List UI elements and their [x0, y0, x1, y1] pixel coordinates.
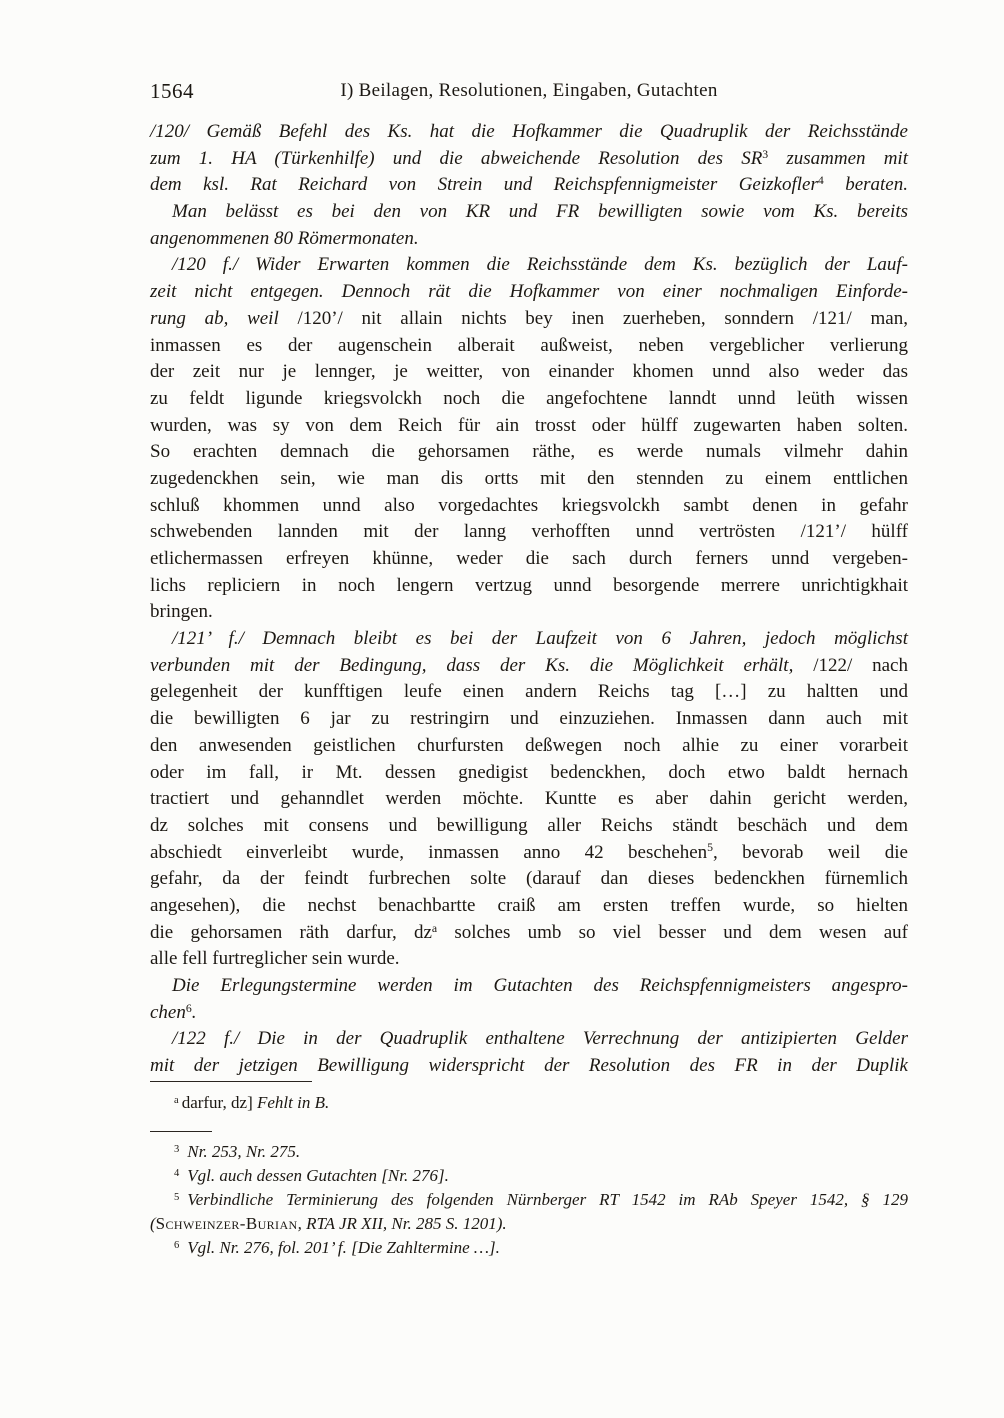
- superscript-note-mark: 5: [707, 841, 714, 855]
- body-text-line: [150, 866, 908, 893]
- text-segment: solches umb so viel besser und dem wesen auf: [437, 921, 908, 943]
- text-segment: dem ksl. Rat Reichard von Strein und Reichspfennigmeister Geizkofler: [150, 174, 818, 196]
- body-text-line: [150, 813, 908, 840]
- body-text-line: [150, 519, 908, 546]
- superscript-note-mark: 4: [817, 174, 824, 188]
- footnote-list: [150, 1140, 908, 1260]
- text-segment: Vgl. Nr. 276, fol. 201’ f. [Die Zahltermine …].: [187, 1238, 500, 1257]
- body-text-line: [150, 920, 908, 947]
- body-text-line: [150, 840, 908, 867]
- text-segment: die bewilligten 6 jar zu restringirn und einzuziehen. Inmassen dann auch mit: [150, 708, 908, 730]
- apparatus-note-line: [150, 1091, 908, 1115]
- footnote-line: [150, 1212, 908, 1236]
- footnote-separator-rule: [150, 1131, 212, 1132]
- body-text-line: [150, 653, 908, 680]
- body-text-line: [150, 1000, 908, 1027]
- page-header: [150, 78, 908, 106]
- text-segment: , bevorab weil die: [713, 841, 908, 863]
- text-segment: etlichermassen erfreyen khünne, weder die sach durch ferners unnd vergeben-: [150, 548, 908, 569]
- text-segment: zu feldt ligunde kriegsvolckh noch die angefochtene lanndt unnd leüth wissen: [150, 387, 908, 409]
- body-text-line: [150, 546, 908, 573]
- body-text-line: [150, 439, 908, 466]
- text-segment: lichs repliciern in noch lengern vertzug unnd besorgende merrere unrichtigkhait: [150, 574, 908, 596]
- text-segment: bringen.: [150, 601, 213, 623]
- body-text-line: [150, 733, 908, 760]
- body-text-line: [150, 1053, 908, 1080]
- body-text-line: [150, 706, 908, 733]
- body-text-line: [150, 573, 908, 600]
- footnote-area: [150, 1081, 908, 1260]
- text-segment: angenommenen 80 Römermonaten.: [150, 227, 419, 249]
- body-text-line: [150, 172, 908, 199]
- text-segment: verbunden mit der Bedingung, dass der Ks. die Möglichkeit erhält,: [150, 654, 814, 676]
- text-segment: So erachten demnach die gehorsamen räthe, es werde numals vilmehr dahin: [150, 441, 908, 463]
- text-segment: RTA JR XII, Nr. 285 S. 1201).: [306, 1214, 507, 1233]
- superscript-note-mark: 3: [174, 1143, 180, 1155]
- text-segment: /121’ f./ Demnach bleibt es bei der Laufzeit von 6 Jahren, jedoch möglichst: [172, 628, 908, 650]
- text-segment: /120’/ nit allain nichts bey inen zuerheben, sonndern /121/ man,: [297, 307, 908, 329]
- text-segment: mit der jetzigen Bewilligung widerspricht der Resolution des FR in der Duplik: [150, 1055, 908, 1077]
- text-segment: rung ab, weil: [150, 307, 298, 329]
- text-segment: der zeit nur je lennger, je weitter, von einander khomen unnd also weder das: [150, 361, 908, 383]
- body-text-line: [150, 119, 908, 146]
- text-segment: oder im fall, ir Mt. dessen gnedigist bedenckhen, doch etwo baldt hernach: [150, 761, 908, 783]
- text-segment: darfur, dz]: [181, 1093, 257, 1112]
- text-segment: chen: [150, 1001, 186, 1023]
- text-segment: (: [150, 1214, 156, 1233]
- text-segment: dz solches mit consens und bewilligung aller Reichs ständt beschäch und dem: [150, 814, 908, 836]
- body-text-line: [150, 413, 908, 440]
- body-text-line: [150, 466, 908, 493]
- text-segment: beraten.: [823, 174, 908, 196]
- text-segment: /120 f./ Wider Erwarten kommen die Reichsstände dem Ks. bezüglich der Lauf-: [172, 254, 908, 276]
- text-segment: tractiert und gehanndlet werden möchte. Kuntte es aber dahin gericht werden,: [150, 788, 908, 810]
- apparatus-separator-rule: [150, 1081, 312, 1082]
- text-segment: zusammen mit: [768, 147, 908, 169]
- main-text-block: [150, 119, 908, 1080]
- footnote-line: [150, 1188, 908, 1212]
- superscript-note-mark: 6: [185, 1001, 192, 1015]
- superscript-note-mark: 5: [174, 1191, 180, 1203]
- text-segment: wurden, was sy von dem Reich für ain trosst oder hülff zugewarten haben solten.: [150, 414, 908, 436]
- footnote-line: [150, 1236, 908, 1260]
- page-number: 1564: [150, 79, 194, 103]
- footnote-line: [150, 1164, 908, 1188]
- body-text-line: [150, 893, 908, 920]
- body-text-line: [150, 786, 908, 813]
- text-segment: inmassen es der augenschein alberait außweist, neben vergeblicher verlierung: [150, 334, 908, 356]
- text-segment: gelegenheit der kunfftigen leufe einen andern Reichs tag […] zu haltten und: [150, 681, 908, 703]
- text-segment: alle fell furtreglicher sein wurde.: [150, 948, 400, 970]
- body-text-line: [150, 146, 908, 173]
- superscript-note-mark: a: [431, 921, 438, 935]
- body-text-line: [150, 333, 908, 360]
- text-segment: angesehen), die nechst benachbartte craiß am ersten treffen wurde, so hielten: [150, 894, 908, 916]
- text-segment: gefahr, da der feindt furbrechen solte (darauf dan dieses bedenckhen fürnemlich: [150, 868, 908, 890]
- body-text-line: [150, 760, 908, 787]
- body-text-line: [150, 199, 908, 226]
- text-segment: Fehlt in B.: [257, 1093, 330, 1112]
- superscript-note-mark: 4: [174, 1167, 180, 1179]
- text-segment: .: [191, 1001, 197, 1023]
- critical-apparatus: [150, 1091, 908, 1115]
- text-segment: Verbindliche Terminierung des folgenden Nürnberger RT 1542 im RAb Speyer 1542, § 129: [187, 1190, 908, 1209]
- body-text-line: [150, 679, 908, 706]
- body-text-line: [150, 493, 908, 520]
- text-segment: abschiedt einverleibt wurde, inmassen anno 42 beschehen: [150, 841, 708, 863]
- text-segment: Die Erlegungstermine werden im Gutachten des Reichspfennigmeisters angespro-: [172, 975, 908, 996]
- text-segment: Vgl. auch dessen Gutachten [Nr. 276].: [187, 1166, 449, 1185]
- superscript-note-mark: 3: [762, 147, 769, 161]
- text-segment: Man belässt es bei den von KR und FR bewilligten sowie vom Ks. bereits: [172, 201, 908, 223]
- body-text-line: [150, 279, 908, 306]
- text-segment: zugedenckhen sein, wie man dis ortts mit den stennden zu einem enttlichen: [150, 467, 908, 489]
- body-text-line: [150, 359, 908, 386]
- body-text-line: [150, 252, 908, 279]
- body-text-line: [150, 599, 908, 626]
- body-text-line: [150, 1026, 908, 1053]
- text-segment: Nr. 253, Nr. 275.: [187, 1142, 301, 1161]
- body-text-line: [150, 626, 908, 653]
- text-segment: ,: [297, 1214, 307, 1233]
- text-segment: /120/ Gemäß Befehl des Ks. hat die Hofkammer die Quadruplik der Reichsstände: [150, 121, 908, 142]
- body-text-line: [150, 306, 908, 333]
- footnote-line: [150, 1140, 908, 1164]
- body-text-line: [150, 946, 908, 973]
- text-segment: schwebenden lannden mit der lanng verhofften unnd vertrösten /121’/ hülff: [150, 521, 908, 543]
- text-segment: zeit nicht entgegen. Dennoch rät die Hofkammer von einer nochmaligen Einforde-: [150, 281, 908, 303]
- running-head: I) Beilagen, Resolutionen, Eingaben, Gutachten: [340, 80, 718, 101]
- text-segment: zum 1. HA (Türkenhilfe) und die abweichende Resolution des SR: [150, 147, 763, 169]
- superscript-note-mark: 6: [174, 1239, 180, 1251]
- text-segment: Schweinzer-Burian: [155, 1214, 298, 1233]
- body-text-line: [150, 386, 908, 413]
- text-segment: den anwesenden geistlichen churfursten deßwegen noch alhie zu einer vorarbeit: [150, 734, 908, 756]
- text-segment: /122 f./ Die in der Quadruplik enthaltene Verrechnung der antizipierten Gelder: [172, 1028, 908, 1050]
- body-text-line: [150, 973, 908, 1000]
- text-segment: /122/ nach: [813, 654, 908, 676]
- text-segment: schluß khommen unnd also vorgedachtes kriegsvolckh sambt denen in gefahr: [150, 494, 908, 516]
- text-segment: die gehorsamen räth darfur, dz: [150, 921, 432, 943]
- superscript-note-mark: a: [174, 1094, 179, 1106]
- body-text-line: [150, 226, 908, 253]
